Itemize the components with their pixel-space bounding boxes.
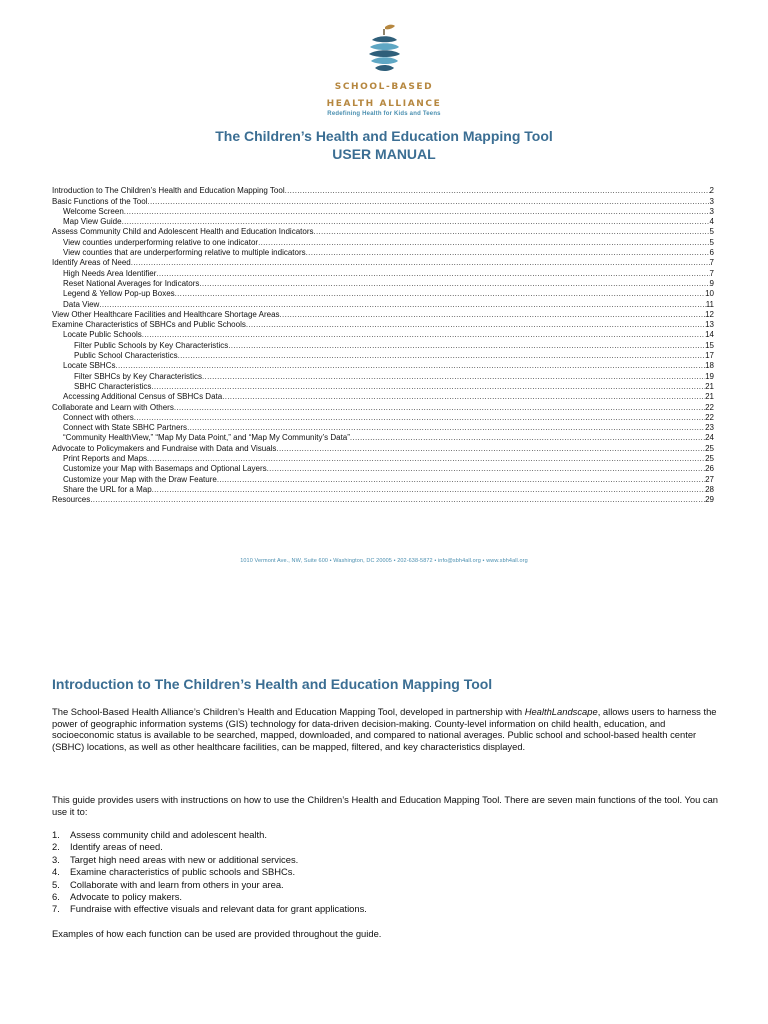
toc-entry-title: Print Reports and Maps [63, 454, 148, 464]
list-item-text: Collaborate with and learn from others in your area. [70, 878, 284, 890]
toc-entry-page: 23 [705, 423, 714, 433]
toc-entry-page: 22 [705, 402, 714, 412]
toc-entry-title: Locate SBHCs [63, 361, 116, 371]
list-item [52, 829, 720, 841]
toc-entry-title: Connect with State SBHC Partners [63, 423, 188, 433]
toc-dot-leader [280, 310, 706, 320]
toc-entry-page: 2 [709, 186, 714, 196]
toc-entry-page: 27 [705, 474, 714, 484]
toc-entry-page: 3 [709, 206, 714, 216]
toc-entry[interactable] [52, 433, 714, 443]
toc-dot-leader [147, 197, 709, 207]
partner-name: HealthLandscape [524, 706, 598, 717]
toc-entry[interactable] [52, 279, 714, 289]
toc-entry-title: Identify Areas of Need [52, 258, 131, 268]
toc-entry[interactable] [52, 495, 714, 505]
toc-entry-title: Public School Characteristics [74, 351, 178, 361]
toc-entry[interactable] [52, 227, 714, 237]
toc-entry-page: 5 [709, 227, 714, 237]
toc-entry-page: 12 [705, 309, 714, 319]
toc-entry-page: 26 [705, 464, 714, 474]
toc-entry-title: Resources [52, 495, 91, 505]
list-item-number: 1. [52, 829, 60, 840]
toc-entry-title: “Community HealthView,” “Map My Data Point,” and “Map My Community’s Data” [63, 433, 350, 443]
toc-entry-page: 5 [709, 237, 714, 247]
list-item-text: Examine characteristics of public schools and SBHCs. [70, 866, 296, 878]
list-item [52, 879, 720, 891]
org-name-line1: SCHOOL-BASED [334, 82, 434, 92]
toc-entry-title: View Other Healthcare Facilities and Healthcare Shortage Areas [52, 309, 280, 319]
toc-entry[interactable] [52, 268, 714, 278]
toc-entry[interactable] [52, 289, 714, 299]
toc-dot-leader [156, 269, 709, 279]
intro-paragraph [52, 706, 720, 752]
toc-entry-page: 14 [705, 330, 714, 340]
toc-entry-title: Customize your Map with Basemaps and Optional Layers [63, 464, 267, 474]
toc-entry-page: 10 [705, 289, 714, 299]
toc-entry-title: Filter Public Schools by Key Characteristics [74, 340, 229, 350]
toc-entry-page: 7 [709, 268, 714, 278]
toc-entry-page: 29 [705, 495, 714, 505]
toc-dot-leader [276, 444, 705, 454]
toc-entry[interactable] [52, 248, 714, 258]
toc-entry-page: 21 [705, 381, 714, 391]
toc-dot-leader [306, 248, 710, 258]
toc-dot-leader [199, 279, 709, 289]
toc-dot-leader [174, 403, 705, 413]
toc-entry-page: 17 [705, 351, 714, 361]
toc-entry[interactable] [52, 474, 714, 484]
list-item-text: Advocate to policy makers. [70, 891, 183, 903]
toc-entry[interactable] [52, 330, 714, 340]
toc-entry[interactable] [52, 392, 714, 402]
toc-entry-page: 15 [705, 340, 714, 350]
toc-entry-title: Basic Functions of the Tool [52, 196, 148, 206]
toc-entry[interactable] [52, 351, 714, 361]
toc-dot-leader [99, 300, 705, 310]
list-item-text: Target high need areas with new or additional services. [70, 853, 299, 865]
toc-entry[interactable] [52, 310, 714, 320]
toc-entry-title: View counties that are underperforming relative to multiple indicators [63, 248, 306, 258]
toc-entry[interactable] [52, 454, 714, 464]
toc-dot-leader [152, 485, 705, 495]
toc-entry-title: Legend & Yellow Pop-up Boxes [63, 289, 175, 299]
toc-entry-title: Welcome Screen [63, 206, 124, 216]
toc-dot-leader [142, 330, 705, 340]
toc-entry-title: Filter SBHCs by Key Characteristics [74, 371, 203, 381]
toc-dot-leader [350, 433, 705, 443]
organization-address: 1010 Vermont Ave., NW, Suite 600 • Washington, DC 20005 • 202-638-5872 • info@sbh4all.org • www.sbh4all.org [240, 558, 528, 564]
list-item-text: Identify areas of need. [70, 841, 163, 853]
toc-entry[interactable] [52, 485, 714, 495]
toc-entry-page: 9 [709, 278, 714, 288]
toc-entry-title: Locate Public Schools [63, 330, 142, 340]
toc-entry[interactable] [52, 258, 714, 268]
toc-entry[interactable] [52, 186, 714, 196]
toc-entry[interactable] [52, 443, 714, 453]
toc-dot-leader [222, 392, 705, 402]
toc-dot-leader [122, 217, 710, 227]
list-item-number: 6. [52, 891, 60, 903]
guide-paragraph: This guide provides users with instructions on how to use the Children’s Health and Education Mapping Tool. There are seven main functions of the tool. You can use it to: [52, 794, 719, 817]
toc-dot-leader [147, 454, 705, 464]
toc-dot-leader [115, 361, 705, 371]
toc-entry-title: Assess Community Child and Adolescent Health and Education Indicators [52, 227, 314, 237]
apple-ribbon-logo-icon [364, 24, 404, 76]
toc-dot-leader [313, 227, 709, 237]
toc-entry-page: 22 [705, 412, 714, 422]
toc-entry-title: View counties underperforming relative to one indicator [63, 237, 259, 247]
list-item [52, 841, 720, 853]
toc-dot-leader [228, 341, 705, 351]
toc-entry-page: 19 [705, 371, 714, 381]
toc-entry[interactable] [52, 196, 714, 206]
logo [0, 24, 768, 117]
list-item [52, 854, 720, 866]
org-name-line2: HEALTH ALLIANCE [326, 99, 442, 109]
toc-dot-leader [267, 464, 705, 474]
toc-entry-title: Map View Guide [63, 217, 122, 227]
toc-entry-page: 24 [705, 433, 714, 443]
toc-dot-leader [187, 423, 705, 433]
toc-dot-leader [134, 413, 705, 423]
toc-dot-leader [151, 382, 705, 392]
intro-text-end: , allows users to harness the power of geographic information systems (GIS) technology for data-driven decision-making. County-level information on child health, education, and socioeconomic status is available to be searched, mapped, downloaded, and compared to national averages. Public school and school-based health center (SBHC) locations, as well as other healthcare facilities, can be mapped, filtered, and key characteristics displayed. [52, 706, 717, 752]
toc-entry[interactable] [52, 237, 714, 247]
toc-entry[interactable] [52, 423, 714, 433]
list-item [52, 866, 720, 878]
toc-entry-title: Connect with others [63, 412, 134, 422]
toc-entry-page: 3 [709, 196, 714, 206]
toc-dot-leader [246, 320, 705, 330]
toc-dot-leader [124, 207, 710, 217]
toc-entry-page: 7 [709, 258, 714, 268]
toc-entry-page: 25 [705, 454, 714, 464]
toc-dot-leader [178, 351, 705, 361]
toc-entry-title: Collaborate and Learn with Others [52, 402, 174, 412]
toc-entry-page: 25 [705, 443, 714, 453]
toc-entry[interactable] [52, 207, 714, 217]
toc-entry-page: 28 [705, 484, 714, 494]
toc-entry-page: 4 [709, 217, 714, 227]
toc-entry-title: Reset National Averages for Indicators [63, 278, 200, 288]
toc-entry[interactable] [52, 371, 714, 381]
document-subtitle: USER MANUAL [332, 146, 436, 162]
org-tagline: Redefining Health for Kids and Teens [327, 111, 441, 117]
toc-entry[interactable] [52, 320, 714, 330]
toc-entry[interactable] [52, 217, 714, 227]
list-item-number: 7. [52, 903, 60, 915]
toc-entry[interactable] [52, 464, 714, 474]
toc-dot-leader [175, 289, 705, 299]
document-title: The Children’s Health and Education Mapping Tool [215, 128, 553, 144]
toc-entry-title: Examine Characteristics of SBHCs and Public Schools [52, 320, 246, 330]
list-item [52, 903, 720, 915]
toc-entry[interactable] [52, 413, 714, 423]
toc-entry[interactable] [52, 361, 714, 371]
toc-entry-title: Introduction to The Children’s Health and Education Mapping Tool [52, 186, 285, 196]
toc-entry-page: 21 [705, 392, 714, 402]
toc-dot-leader [258, 238, 709, 248]
intro-text-start: The School-Based Health Alliance’s Children’s Health and Education Mapping Tool, developed in partnership with [52, 706, 525, 717]
toc-dot-leader [217, 475, 705, 485]
toc-entry[interactable] [52, 382, 714, 392]
list-item-text: Assess community child and adolescent health. [70, 829, 267, 840]
intro-heading: Introduction to The Children’s Health and Education Mapping Tool [52, 676, 493, 692]
toc-dot-leader [202, 372, 705, 382]
toc-dot-leader [285, 186, 710, 196]
toc-entry[interactable] [52, 299, 714, 309]
list-item-number: 5. [52, 878, 60, 890]
table-of-contents [52, 186, 714, 505]
examples-paragraph: Examples of how each function can be used are provided throughout the guide. [52, 928, 382, 939]
list-item-number: 4. [52, 866, 60, 878]
toc-dot-leader [90, 495, 705, 505]
toc-entry-title: High Needs Area Identifier [63, 268, 157, 278]
functions-list [52, 829, 720, 916]
toc-entry-title: Data View [63, 299, 100, 309]
toc-entry[interactable] [52, 402, 714, 412]
list-item [52, 891, 720, 903]
list-item-text: Fundraise with effective visuals and relevant data for grant applications. [70, 903, 367, 915]
toc-entry-title: Customize your Map with the Draw Feature [63, 474, 217, 484]
list-item-number: 3. [52, 853, 60, 865]
toc-entry-title: Accessing Additional Census of SBHCs Data [63, 392, 223, 402]
toc-entry[interactable] [52, 340, 714, 350]
toc-entry-page: 11 [705, 299, 714, 309]
toc-entry-page: 13 [705, 320, 714, 330]
toc-dot-leader [131, 258, 710, 268]
toc-entry-title: Share the URL for a Map [63, 484, 152, 494]
toc-entry-page: 18 [705, 361, 714, 371]
toc-entry-title: Advocate to Policymakers and Fundraise with Data and Visuals [52, 443, 277, 453]
toc-entry-title: SBHC Characteristics [74, 381, 152, 391]
toc-entry-page: 6 [709, 248, 714, 258]
list-item-number: 2. [52, 841, 60, 853]
